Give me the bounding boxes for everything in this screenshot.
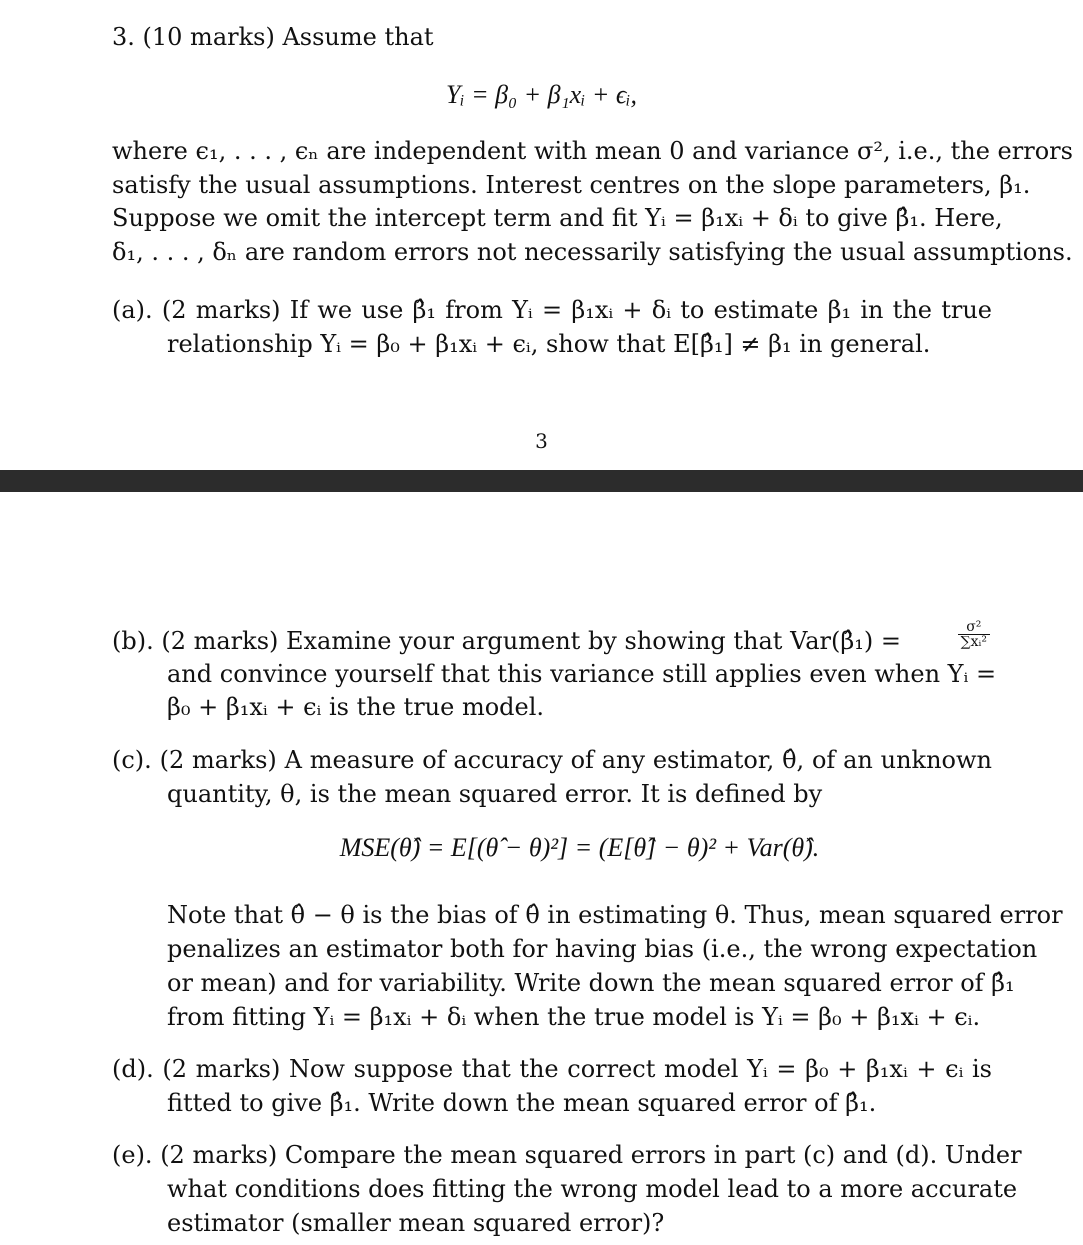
intro-line-1: where ϵ₁, . . . , ϵₙ are independent with mean 0 and variance σ², i.e., the errors	[112, 137, 1073, 165]
variance-fraction	[958, 620, 990, 649]
part-b-line-1	[112, 619, 992, 656]
fraction-numerator: σ²	[958, 620, 990, 635]
part-e-line-3: estimator (smaller mean squared error)?	[167, 1209, 665, 1237]
part-c-line-1: (c). (2 marks) A measure of accuracy of any estimator, θ̂, of an unknown	[112, 746, 992, 774]
part-c-note-1: Note that θ̂ − θ is the bias of θ̂ in estimating θ. Thus, mean squared error	[167, 901, 1063, 929]
intro-line-3: Suppose we omit the intercept term and fit Yᵢ = β₁xᵢ + δᵢ to give β̂₁. Here,	[112, 204, 1003, 232]
part-e-line-1: (e). (2 marks) Compare the mean squared errors in part (c) and (d). Under	[112, 1141, 1022, 1169]
part-c-note-2: penalizes an estimator both for having bias (i.e., the wrong expectation	[167, 935, 1038, 963]
fraction-denominator: ∑xᵢ²	[960, 634, 987, 650]
part-b-line-3: β₀ + β₁xᵢ + ϵᵢ is the true model.	[167, 693, 545, 721]
page-number: 3	[535, 429, 548, 453]
part-c-note-3: or mean) and for variability. Write down the mean squared error of β̂₁	[167, 969, 1015, 997]
intro-line-4: δ₁, . . . , δₙ are random errors not necessarily satisfying the usual assumptions.	[112, 238, 1073, 266]
part-b-line-2: and convince yourself that this variance still applies even when Yᵢ =	[167, 660, 997, 688]
part-d-line-2: fitted to give β̂₁. Write down the mean squared error of β̂₁.	[167, 1089, 877, 1117]
part-b-line-1-text: (b). (2 marks) Examine your argument by showing that Var(β̂₁) =	[112, 627, 901, 655]
part-a-line-2: relationship Yᵢ = β₀ + β₁xᵢ + ϵᵢ, show that E[β̂₁] ≠ β₁ in general.	[167, 330, 931, 358]
intro-line-2: satisfy the usual assumptions. Interest centres on the slope parameters, β₁.	[112, 171, 1031, 199]
page-top	[0, 0, 1083, 470]
question-header: 3. (10 marks) Assume that	[112, 23, 434, 51]
part-a-line-1: (a). (2 marks) If we use β̂₁ from Yᵢ = β₁xᵢ + δᵢ to estimate β₁ in the true	[112, 296, 992, 324]
part-e-line-2: what conditions does fitting the wrong model lead to a more accurate	[167, 1175, 1018, 1203]
page-bottom	[0, 492, 1083, 1245]
part-d-line-1: (d). (2 marks) Now suppose that the correct model Yᵢ = β₀ + β₁xᵢ + ϵᵢ is	[112, 1055, 992, 1083]
part-c-line-2: quantity, θ, is the mean squared error. It is defined by	[167, 780, 823, 808]
part-c-note-4: from fitting Yᵢ = β₁xᵢ + δᵢ when the true model is Yᵢ = β₀ + β₁xᵢ + ϵᵢ.	[167, 1003, 981, 1031]
mse-equation: MSE(θ̂) = E[(θ̂ − θ)²] = (E[θ̂] − θ)² + Var(θ̂).	[339, 833, 820, 862]
model-equation: Yᵢ = β₀ + β₁xᵢ + ϵᵢ,	[446, 80, 637, 109]
page-divider	[0, 470, 1083, 492]
